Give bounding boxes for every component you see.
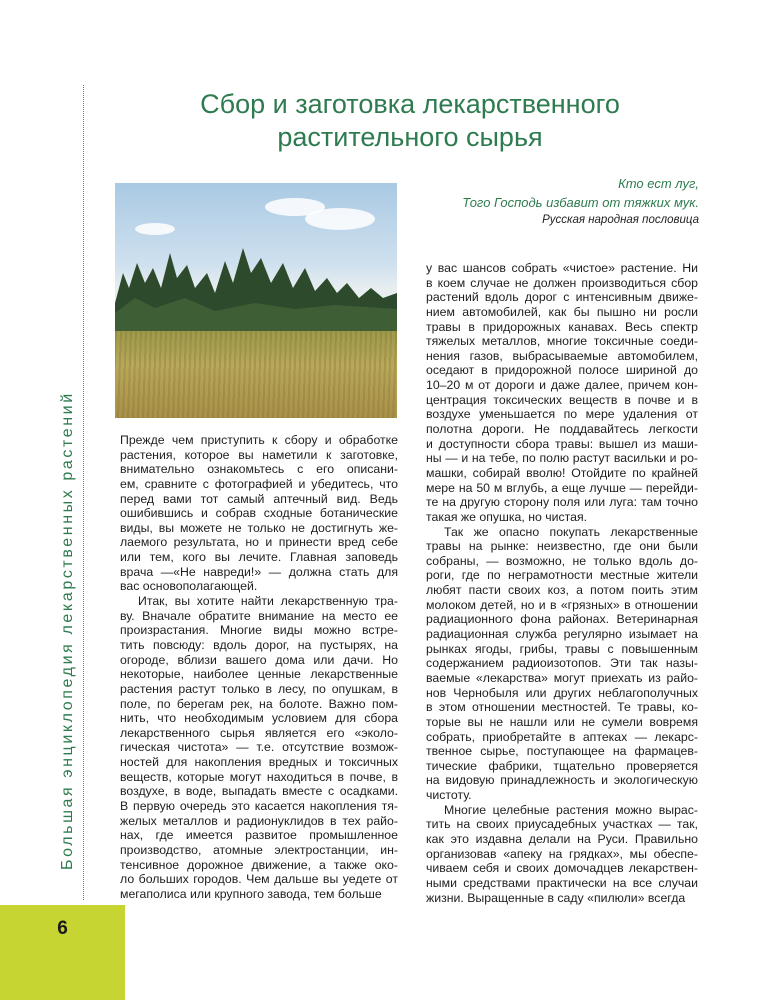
chapter-title — [150, 88, 670, 154]
text-line: ошибившись и собрав сходные ботанические — [120, 506, 398, 521]
text-line: собрать, приобретайте в аптеках — лекарс- — [426, 729, 698, 744]
page-number: 6 — [57, 918, 68, 939]
text-line: гическая чистота» — т.е. отсутствие возмож- — [120, 740, 398, 755]
text-line: радиационного фона районах. Ветеринарная — [426, 612, 698, 627]
text-line: травы на рынке: неизвестно, где они были — [426, 539, 698, 554]
text-line: ву. Вначале обратите внимание на место ее — [120, 608, 398, 623]
text-line: 10–20 м от дороги и даже далее, причем кон- — [426, 378, 698, 393]
text-line: воздухе уменьшается по мере удаления от — [426, 407, 698, 422]
text-line: жизни. Выращенные в саду «пилюли» всегда — [426, 890, 686, 905]
text-line: нения газов, выбрасываемые автомобилем, — [426, 348, 698, 363]
text-line: радиационная служба регулярно изымает на — [426, 627, 698, 642]
text-line: веществ, которые могут находиться в почве, в — [120, 769, 398, 784]
epigraph-line: Того Господь избавит от тяжких мук. — [462, 195, 699, 210]
text-line: у вас шансов собрать «чистое» растение. Ни — [426, 261, 698, 275]
text-line: поле, по берегам рек, на болоте. Важно пом- — [120, 696, 398, 711]
cloud — [305, 208, 375, 230]
text-line: растения, которое вы наметили к заготовке, — [120, 447, 398, 462]
text-line: травы в придорожных канавах. Весь спектр — [426, 319, 698, 334]
text-line: собраны, — возможно, не только вдоль до- — [426, 553, 698, 568]
text-line: и доступности сбора травы: вышел из маши- — [426, 436, 698, 451]
text-line: твенное сырье, поступающее на фармацев- — [426, 744, 698, 759]
text-line: рынках ягоды, грибы, травы с повышенным — [426, 641, 698, 656]
text-line: нов Чернобыля или других неблагополучных — [426, 685, 698, 700]
text-line: тить на своих приусадебных участках — так, — [426, 817, 698, 832]
text-line: Итак, вы хотите найти лекарственную тра- — [138, 594, 398, 609]
text-line: как это издавна делали на Руси. Правильно — [426, 831, 698, 846]
text-line: произрастания. Многие виды можно встре- — [120, 623, 398, 638]
text-line: Прежде чем приступить к сбору и обработке — [120, 433, 398, 447]
text-line: нах, где имеется развитое промышленное — [120, 828, 398, 843]
text-line: тить повсюду: вдоль дорог, на пустырях, на — [120, 637, 398, 652]
text-line: виды, вы можете не только не достигнуть же- — [120, 520, 398, 535]
text-line: в коем случае не должен производиться сбор — [426, 275, 698, 290]
text-line: В первую очередь это касается накопления тя- — [120, 799, 398, 814]
text-line: на видовую принадлежность и экологическую — [426, 773, 698, 788]
text-line: машки, собирай вволю! Отойдите по крайней — [426, 465, 698, 480]
text-line: мегаполиса или крупного завода, тем больше — [120, 886, 382, 901]
text-line: тяжелых металлов, многие токсичные соеди- — [426, 334, 698, 349]
text-line: лекарственного сырья является его «эколо- — [120, 725, 398, 740]
text-line: полотна дороги. Не поддавайтесь легкости — [426, 422, 698, 437]
text-line: производство, атомные электростанции, ин- — [120, 842, 398, 857]
text-line: ваемые «лекарства» могут приехать из райо- — [426, 670, 698, 685]
text-line: оседают в придорожной полосе шириной до — [426, 363, 698, 378]
text-line: нием автомобилей, как бы пышно ни росли — [426, 304, 698, 319]
tree-line — [115, 243, 397, 343]
text-line: тические фабрики, тщательно проверяется — [426, 758, 698, 773]
text-line: или тем, кого вы лечите. Главная заповедь — [120, 550, 398, 565]
text-line: мере на 50 м вглубь, а еще лучше — перейди- — [426, 480, 698, 495]
text-line: торые вы не нашли или не сумели вовремя — [426, 714, 698, 729]
running-head-vertical: Большая энциклопедия лекарственных растений — [59, 391, 76, 870]
text-line: перед вами тот самый аптечный вид. Ведь — [120, 491, 398, 506]
meadow-forest-photo — [115, 183, 397, 418]
text-line: содержанием радиоизотопов. Эти так назы- — [426, 656, 698, 671]
text-line: нить, что необходимым условием для сбора — [120, 711, 398, 726]
meadow — [115, 331, 397, 418]
text-line: центрация токсических веществ в почве и в — [426, 392, 698, 407]
title-line: растительного сырья — [277, 122, 543, 152]
text-line: Многие целебные растения можно вырас- — [444, 802, 698, 817]
text-line: растений вдоль дорог с интенсивным движе- — [426, 290, 698, 305]
text-line: воздухе, в воде, выпадать вместе с осадками. — [120, 784, 398, 799]
text-line: ными средствами практически на все случаи — [426, 875, 698, 890]
text-column-left — [120, 433, 398, 902]
text-line: огороде, вблизи вашего дома или дачи. Но — [120, 652, 398, 667]
text-line: тенсивное дорожное движение, а также око- — [120, 857, 398, 872]
epigraph-source: Русская народная пословица — [542, 214, 699, 226]
text-line: растения растут только в лесу, по опушкам, в — [120, 681, 398, 696]
title-line: Сбор и заготовка лекарственного — [200, 89, 620, 119]
epigraph-line: Кто ест луг, — [618, 176, 699, 191]
text-line: Так же опасно покупать лекарственные — [444, 524, 698, 539]
text-line: желых металлов и радионуклидов в тех райо- — [120, 813, 398, 828]
text-line: чистоту. — [426, 788, 472, 803]
text-line: ностей для накопления вредных и токсичных — [120, 755, 398, 770]
text-line: роги, где по неграмотности местные жители — [426, 568, 698, 583]
text-line: организовав «апеку на грядках», мы обеспе- — [426, 846, 698, 861]
cloud — [135, 223, 175, 235]
text-line: любят пасти своих коз, а потом поить этим — [426, 583, 698, 598]
text-line: ло больших городов. Чем дальше вы уедете от — [120, 872, 398, 887]
text-line: лаемого результата, но и принести вред себе — [120, 535, 398, 550]
epigraph — [462, 174, 699, 212]
text-line: врача —«Не навреди!» — должна стать для — [120, 564, 398, 579]
text-line: некоторые, наиболее ценные лекарственные — [120, 667, 398, 682]
text-line: чиваем себя и своих домочадцев лекарствен- — [426, 861, 698, 876]
text-line: внимательно ознакомьтесь с его описани- — [120, 462, 398, 477]
text-line: те на другую сторону поля или луга: там точно — [426, 495, 698, 510]
dotted-divider — [83, 85, 84, 900]
text-column-right — [426, 261, 698, 905]
text-line: в этом отношении местностей. Те травы, ко- — [426, 700, 698, 715]
text-line: молоком детей, но и в «грязных» в отношении — [426, 597, 698, 612]
text-line: вас основополагающей. — [120, 579, 258, 594]
text-line: ны — и на тебе, по полю растут васильки и ро- — [426, 451, 698, 466]
text-line: ем, сравните с фотографией и убедитесь, что — [120, 476, 398, 491]
text-line: такая же опушка, но чистая. — [426, 509, 588, 524]
